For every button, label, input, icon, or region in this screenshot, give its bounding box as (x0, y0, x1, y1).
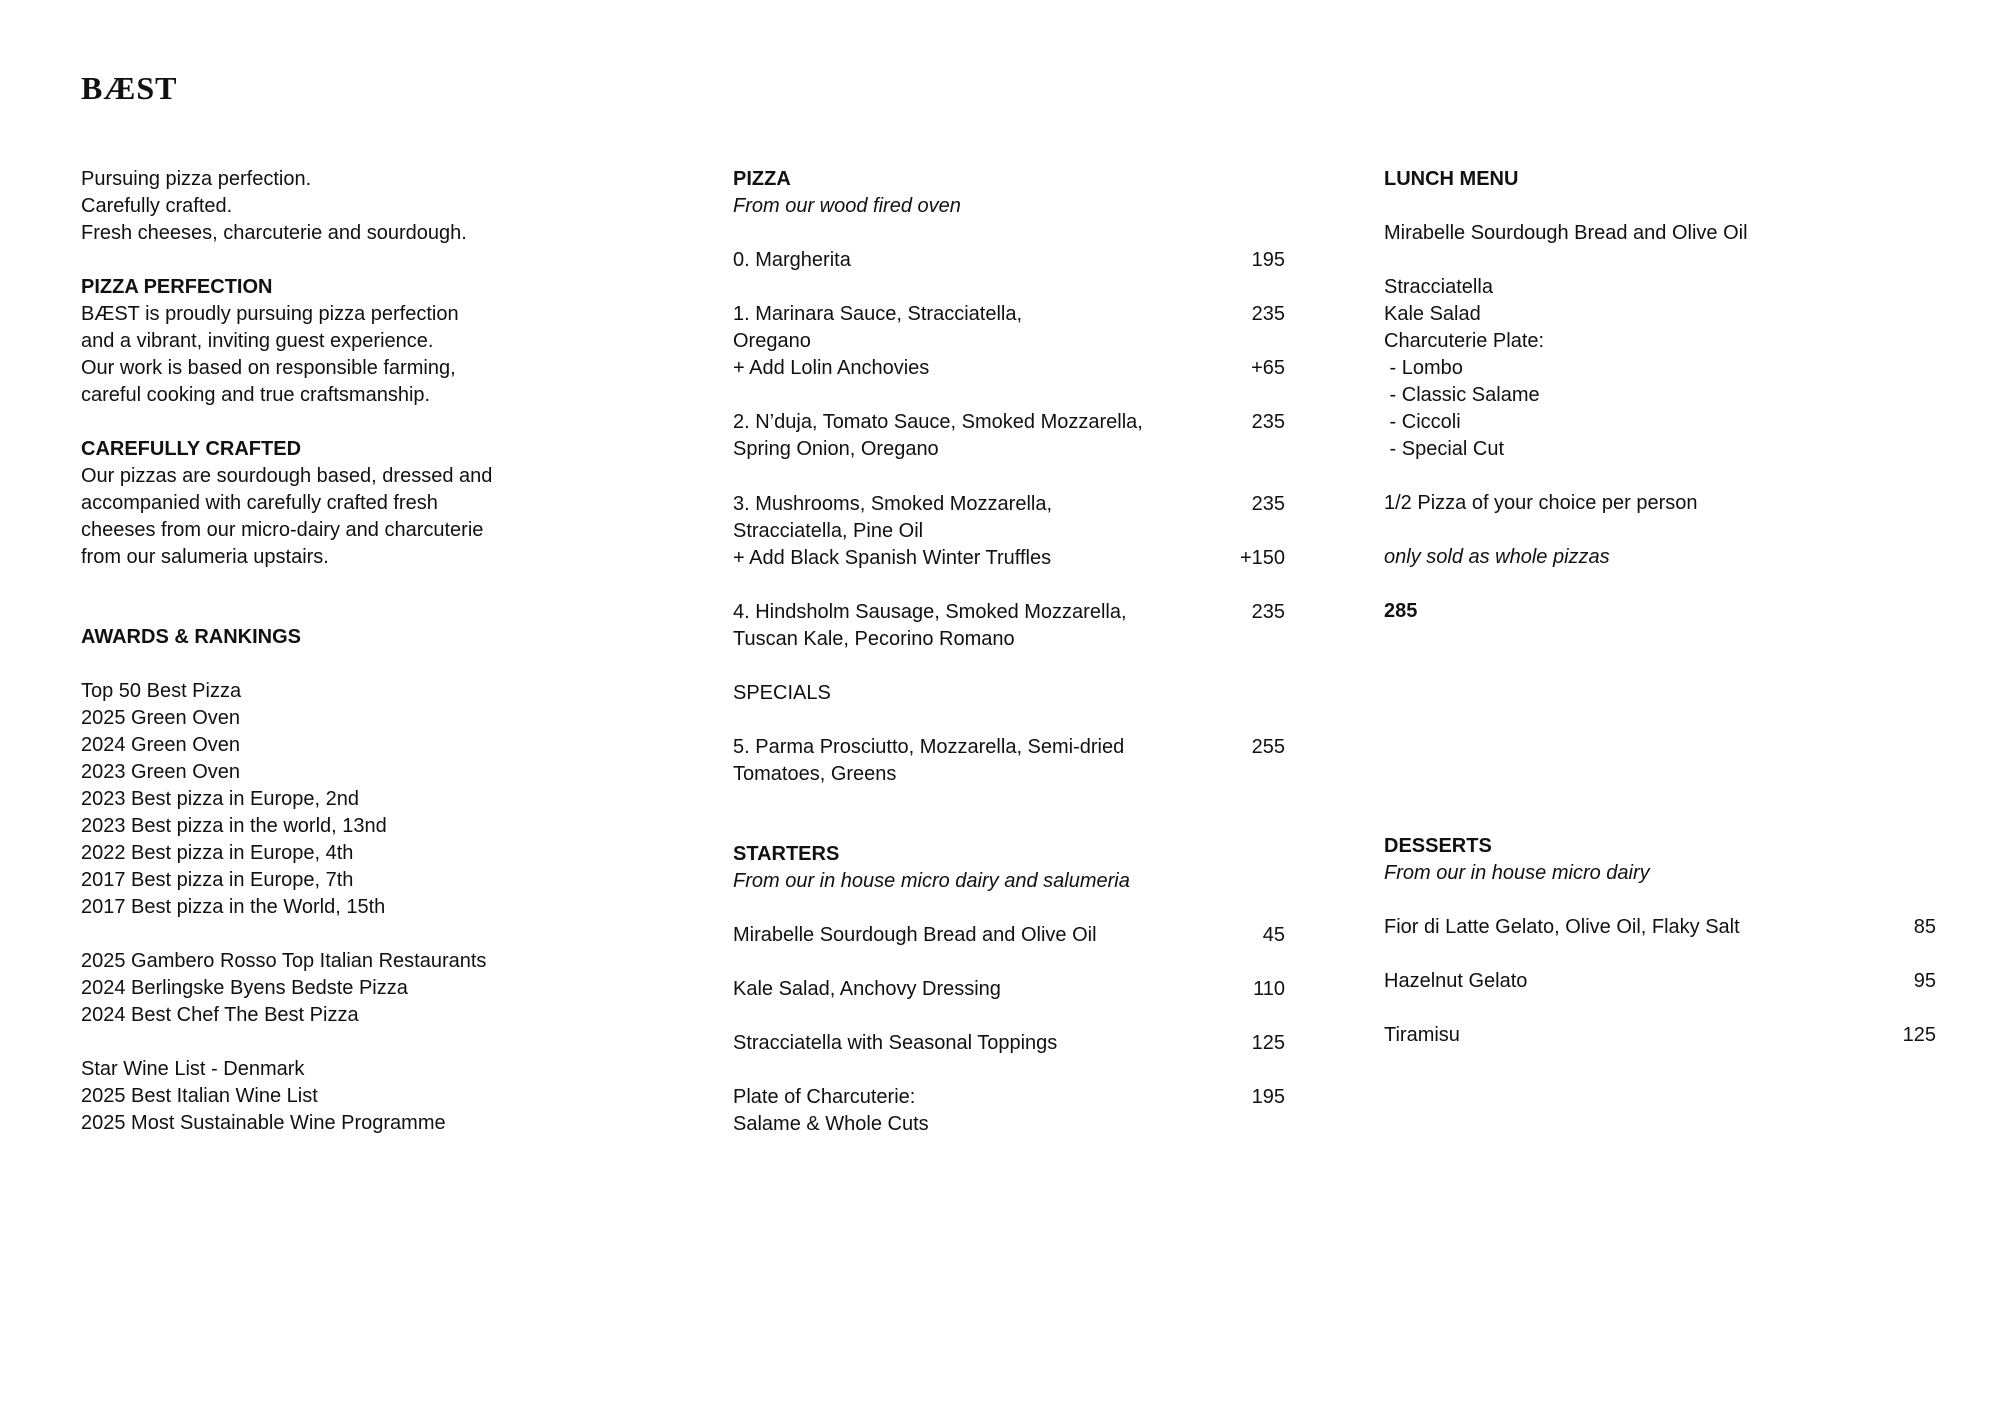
item-price: 235 (1251, 411, 1285, 433)
item-name: Oregano (733, 330, 811, 352)
award-item: 2024 Green Oven (81, 734, 240, 756)
lunch-pizza-note: 1/2 Pizza of your choice per person (1384, 492, 1698, 514)
lunch-item: - Lombo (1384, 357, 1463, 379)
paragraph-line: BÆST is proudly pursuing pizza perfection (81, 303, 459, 325)
paragraph-line: careful cooking and true craftsmanship. (81, 384, 431, 406)
awards-section (81, 624, 641, 1137)
pizza-section (733, 166, 1285, 788)
intro-line: Fresh cheeses, charcuterie and sourdough. (81, 222, 467, 244)
item-name: Plate of Charcuterie: (733, 1086, 916, 1108)
menu-addon (733, 355, 1285, 382)
award-item: 2024 Best Chef The Best Pizza (81, 1004, 359, 1026)
item-price: 45 (1262, 924, 1285, 946)
lunch-item: - Classic Salame (1384, 384, 1540, 406)
award-item: 2017 Best pizza in the World, 15th (81, 896, 386, 918)
section-heading: CAREFULLY CRAFTED (81, 438, 302, 460)
item-name: Salame & Whole Cuts (733, 1113, 929, 1135)
menu-item (733, 409, 1285, 463)
award-item: 2025 Gambero Rosso Top Italian Restaurants (81, 950, 487, 972)
addon-price: +150 (1239, 547, 1285, 569)
awards-group (81, 678, 641, 921)
item-price: 235 (1251, 303, 1285, 325)
paragraph-line: Our work is based on responsible farming, (81, 357, 456, 379)
menu-item (1384, 968, 1936, 995)
menu-item (733, 976, 1285, 1003)
award-item: 2025 Best Italian Wine List (81, 1085, 318, 1107)
starters-section (733, 841, 1285, 1138)
menu-item (733, 922, 1285, 949)
intro-line: Carefully crafted. (81, 195, 233, 217)
item-price: 110 (1253, 978, 1285, 1000)
pizza-column (733, 166, 1285, 1138)
award-item: 2024 Berlingske Byens Bedste Pizza (81, 977, 408, 999)
item-price: 95 (1913, 970, 1936, 992)
lunch-sold-note: only sold as whole pizzas (1384, 546, 1610, 568)
item-name: 1. Marinara Sauce, Stracciatella, (733, 303, 1023, 325)
award-item: 2025 Most Sustainable Wine Programme (81, 1112, 446, 1134)
addon-price: +65 (1251, 357, 1285, 379)
item-name: Kale Salad, Anchovy Dressing (733, 978, 1001, 1000)
award-item: 2022 Best pizza in Europe, 4th (81, 842, 354, 864)
lunch-item: Mirabelle Sourdough Bread and Olive Oil (1384, 222, 1748, 244)
item-name: 5. Parma Prosciutto, Mozzarella, Semi-dried (733, 736, 1125, 758)
addon-name: + Add Black Spanish Winter Truffles (733, 547, 1052, 569)
item-price: 125 (1902, 1024, 1936, 1046)
item-price: 195 (1251, 1086, 1285, 1108)
item-name: Hazelnut Gelato (1384, 970, 1528, 992)
menu-addon (733, 545, 1285, 572)
menu-item (733, 247, 1285, 274)
lunch-item: Kale Salad (1384, 303, 1481, 325)
menu-item (733, 491, 1285, 545)
item-name: Stracciatella, Pine Oil (733, 520, 924, 542)
lunch-price: 285 (1384, 600, 1418, 622)
section-heading: AWARDS & RANKINGS (81, 626, 302, 648)
menu-item (733, 301, 1285, 355)
lunch-section (1384, 166, 1936, 625)
pizza-perfection-section (81, 274, 641, 409)
section-heading: STARTERS (733, 843, 840, 865)
section-heading: PIZZA PERFECTION (81, 276, 273, 298)
awards-group (81, 1056, 641, 1137)
carefully-crafted-section (81, 436, 641, 571)
lunch-item: Stracciatella (1384, 276, 1493, 298)
item-price: 195 (1251, 249, 1285, 271)
item-name: 3. Mushrooms, Smoked Mozzarella, (733, 493, 1053, 515)
item-price: 235 (1251, 493, 1285, 515)
item-name: Spring Onion, Oregano (733, 438, 939, 460)
intro-line: Pursuing pizza perfection. (81, 168, 312, 190)
paragraph-line: and a vibrant, inviting guest experience. (81, 330, 434, 352)
item-price: 255 (1251, 736, 1285, 758)
award-item: Star Wine List - Denmark (81, 1058, 305, 1080)
award-item: 2025 Green Oven (81, 707, 240, 729)
item-name: 4. Hindsholm Sausage, Smoked Mozzarella, (733, 601, 1127, 623)
item-name: Fior di Latte Gelato, Olive Oil, Flaky Salt (1384, 916, 1740, 938)
award-item: Top 50 Best Pizza (81, 680, 242, 702)
awards-group (81, 948, 641, 1029)
specials-label: SPECIALS (733, 682, 831, 704)
section-heading: DESSERTS (1384, 835, 1492, 857)
item-name: Stracciatella with Seasonal Toppings (733, 1032, 1058, 1054)
menu-item (733, 1084, 1285, 1138)
item-name: 0. Margherita (733, 249, 851, 271)
paragraph-line: from our salumeria upstairs. (81, 546, 329, 568)
desserts-section (1384, 833, 1936, 1049)
about-column (81, 166, 641, 1137)
intro-block (81, 166, 641, 247)
item-name: Mirabelle Sourdough Bread and Olive Oil (733, 924, 1097, 946)
award-item: 2023 Best pizza in the world, 13nd (81, 815, 387, 837)
lunch-item: Charcuterie Plate: (1384, 330, 1545, 352)
section-subheading: From our in house micro dairy and salumeria (733, 870, 1130, 892)
section-heading: PIZZA (733, 168, 791, 190)
item-name: Tomatoes, Greens (733, 763, 897, 785)
item-name: 2. N’duja, Tomato Sauce, Smoked Mozzarella, (733, 411, 1143, 433)
lunch-item: - Special Cut (1384, 438, 1505, 460)
award-item: 2017 Best pizza in Europe, 7th (81, 869, 354, 891)
section-heading: LUNCH MENU (1384, 168, 1519, 190)
menu-item (733, 734, 1285, 788)
addon-name: + Add Lolin Anchovies (733, 357, 930, 379)
paragraph-line: accompanied with carefully crafted fresh (81, 492, 438, 514)
paragraph-line: cheeses from our micro-dairy and charcuterie (81, 519, 484, 541)
lunch-item: - Ciccoli (1384, 411, 1461, 433)
menu-item (1384, 1022, 1936, 1049)
item-price: 85 (1913, 916, 1936, 938)
award-item: 2023 Green Oven (81, 761, 240, 783)
section-subheading: From our in house micro dairy (1384, 862, 1650, 884)
brand-logo: BÆST (81, 70, 178, 106)
item-price: 125 (1251, 1032, 1285, 1054)
menu-item (733, 1030, 1285, 1057)
item-name: Tiramisu (1384, 1024, 1460, 1046)
menu-item (1384, 914, 1936, 941)
lunch-column (1384, 166, 1936, 1049)
item-name: Tuscan Kale, Pecorino Romano (733, 628, 1015, 650)
section-subheading: From our wood fired oven (733, 195, 961, 217)
menu-item (733, 599, 1285, 653)
award-item: 2023 Best pizza in Europe, 2nd (81, 788, 359, 810)
item-price: 235 (1251, 601, 1285, 623)
paragraph-line: Our pizzas are sourdough based, dressed and (81, 465, 493, 487)
